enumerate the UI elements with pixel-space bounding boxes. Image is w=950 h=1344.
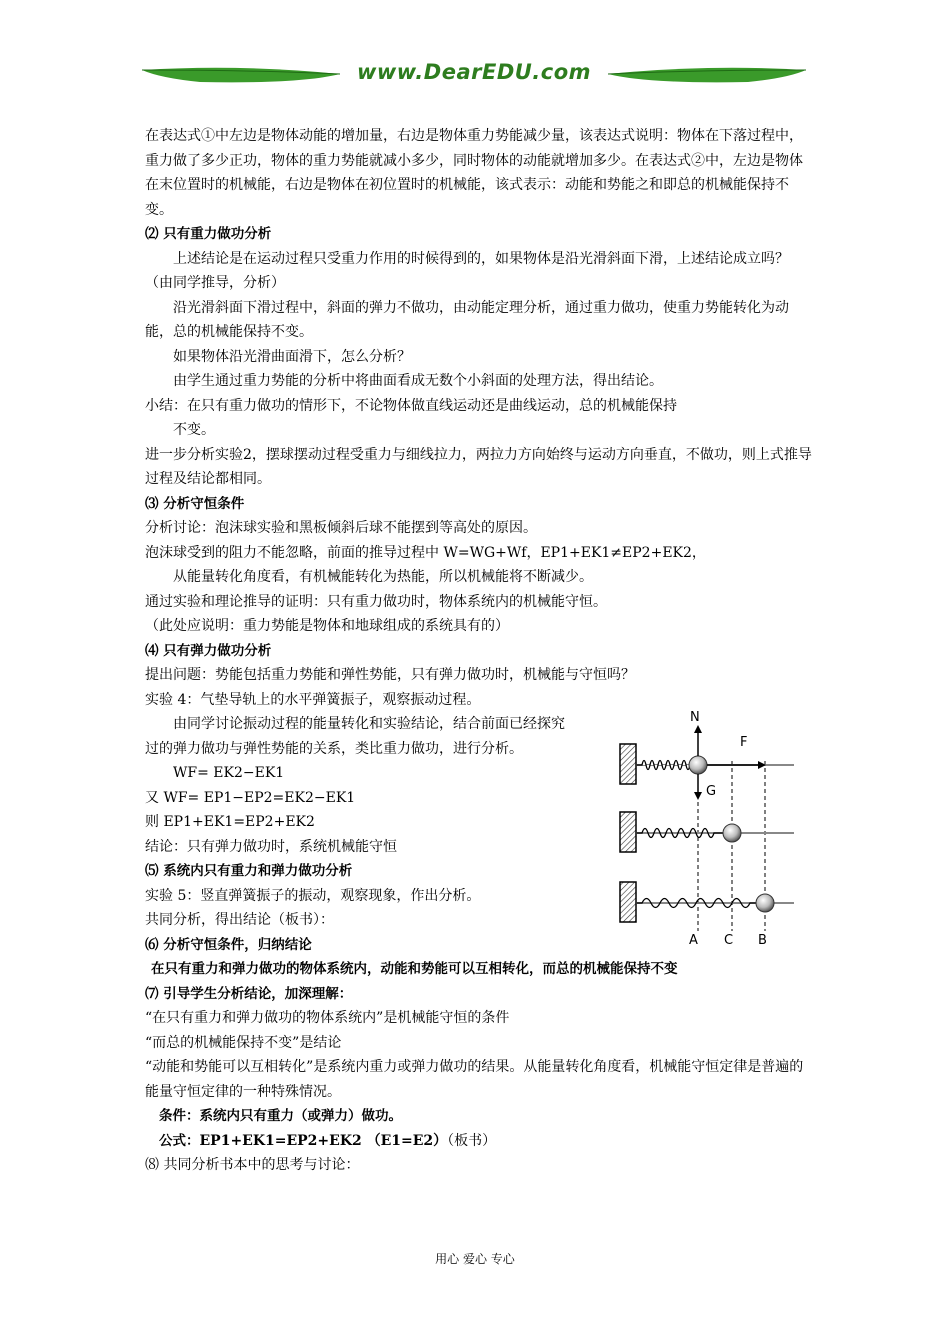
note: （此处应说明：重力势能是物体和地球组成的系统具有的） — [145, 618, 509, 634]
header-banner — [140, 56, 808, 96]
section-heading: ⑷ 只有弹力做功分析 — [145, 642, 272, 659]
section-heading: ⑻ 共同分析书本中的思考与讨论： — [145, 1157, 360, 1173]
label-n: N — [690, 710, 700, 725]
label-f: F — [740, 735, 748, 750]
document-body — [145, 124, 813, 1178]
formula-note: （板书） — [447, 1132, 497, 1149]
paragraph: 由学生通过重力势能的分析中将曲面看成无数个小斜面的处理方法，得出结论。 — [173, 373, 663, 389]
equation: WF= EK2−EK1 — [173, 765, 285, 781]
paragraph: 由同学讨论振动过程的能量转化和实验结论，结合前面已经探究过的弹力做功与弹性势能的关系，类比重力做功，进行分析。 — [145, 716, 565, 757]
paragraph: 沿光滑斜面下滑过程中，斜面的弹力不做功，由动能定理分析，通过重力做功，使重力势能转化为动能，总的机械能保持不变。 — [145, 299, 789, 340]
formula: EP1+EK1=EP2+EK2 （E1=E2） — [199, 1132, 448, 1149]
paragraph: “在只有重力和弹力做功的物体系统内”是机械能守恒的条件 — [145, 1010, 510, 1026]
summary-line: 小结：在只有重力做功的情形下，不论物体做直线运动还是曲线运动，总的机械能保持 — [145, 397, 677, 414]
experiment-line: 实验 4：气垫导轨上的水平弹簧振子，观察振动过程。 — [145, 691, 481, 708]
experiment-line: 实验 5：竖直弹簧振子的振动，观察现象，作出分析。 — [145, 887, 481, 904]
label-a: A — [689, 933, 698, 948]
paragraph: 从能量转化角度看，有机械能转化为热能，所以机械能将不断减少。 — [173, 569, 593, 585]
paragraph: 进一步分析实验2，摆球摆动过程受重力与细线拉力，两拉力方向始终与运动方向垂直，不做功，则上式推导过程及结论都相同。 — [145, 446, 812, 487]
paragraph: 如果物体沿光滑曲面滑下，怎么分析？ — [173, 348, 411, 365]
spring-oscillator-figure — [618, 706, 803, 956]
paragraph: “动能和势能可以互相转化”是系统内重力或弹力做功的结果。从能量转化角度看，机械能守恒定律是普遍的能量守恒定律的一种特殊情况。 — [145, 1059, 804, 1100]
section-heading: ⑵ 只有重力做功分析 — [145, 226, 272, 242]
paragraph: 在表达式①中左边是物体动能的增加量，右边是物体重力势能减少量，该表达式说明：物体在下落过程中，重力做了多少正功，物体的重力势能就减小多少，同时物体的动能就增加多少。在表达式②中，左边是物体在末位置时的机械能，右边是物体在初位置时的机械能，该式表示：动能和势能之和即总的机械能保持不变。 — [145, 128, 803, 218]
paragraph: 分析讨论：泡沫球实验和黑板倾斜后球不能摆到等高处的原因。 — [145, 520, 537, 536]
summary-line: 不变。 — [173, 422, 215, 438]
key-conclusion: 在只有重力和弹力做功的物体系统内，动能和势能可以互相转化，而总的机械能保持不变 — [151, 961, 678, 977]
condition-line: 条件：系统内只有重力（或弹力）做功。 — [159, 1108, 402, 1124]
label-g: G — [706, 784, 717, 799]
section-heading: ⑹ 分析守恒条件，归纳结论 — [145, 936, 312, 953]
section-heading: ⑶ 分析守恒条件 — [145, 495, 245, 512]
paragraph: 通过实验和理论推导的证明：只有重力做功时，物体系统内的机械能守恒。 — [145, 593, 607, 610]
paragraph: 泡沫球受到的阻力不能忽略，前面的推导过程中 W=WG+Wf，EP1+EK1≠EP2+EK2， — [145, 544, 706, 561]
formula-line — [145, 1129, 813, 1154]
section-heading: ⑺ 引导学生分析结论，加深理解： — [145, 985, 353, 1002]
site-url: www.DearEDU.com — [356, 60, 592, 84]
formula-label: 公式： — [159, 1132, 200, 1149]
paragraph: 共同分析，得出结论（板书）： — [145, 912, 334, 928]
label-c: C — [724, 933, 734, 948]
section-heading: ⑸ 系统内只有重力和弹力做功分析 — [145, 863, 353, 879]
equation: 又 WF= EP1−EP2=EK2−EK1 — [145, 789, 356, 806]
paragraph: “而总的机械能保持不变”是结论 — [145, 1034, 342, 1051]
paragraph: 提出问题：势能包括重力势能和弹性势能，只有弹力做功时，机械能与守恒吗？ — [145, 667, 635, 683]
conclusion-line: 结论：只有弹力做功时，系统机械能守恒 — [145, 838, 397, 855]
equation: 则 EP1+EK1=EP2+EK2 — [145, 814, 315, 830]
label-b: B — [758, 933, 767, 948]
page-footer: 用心 爱心 专心 — [435, 1252, 515, 1266]
paragraph: 上述结论是在运动过程只受重力作用的时候得到的，如果物体是沿光滑斜面下滑，上述结论成立吗？（由同学推导，分析） — [145, 250, 789, 291]
